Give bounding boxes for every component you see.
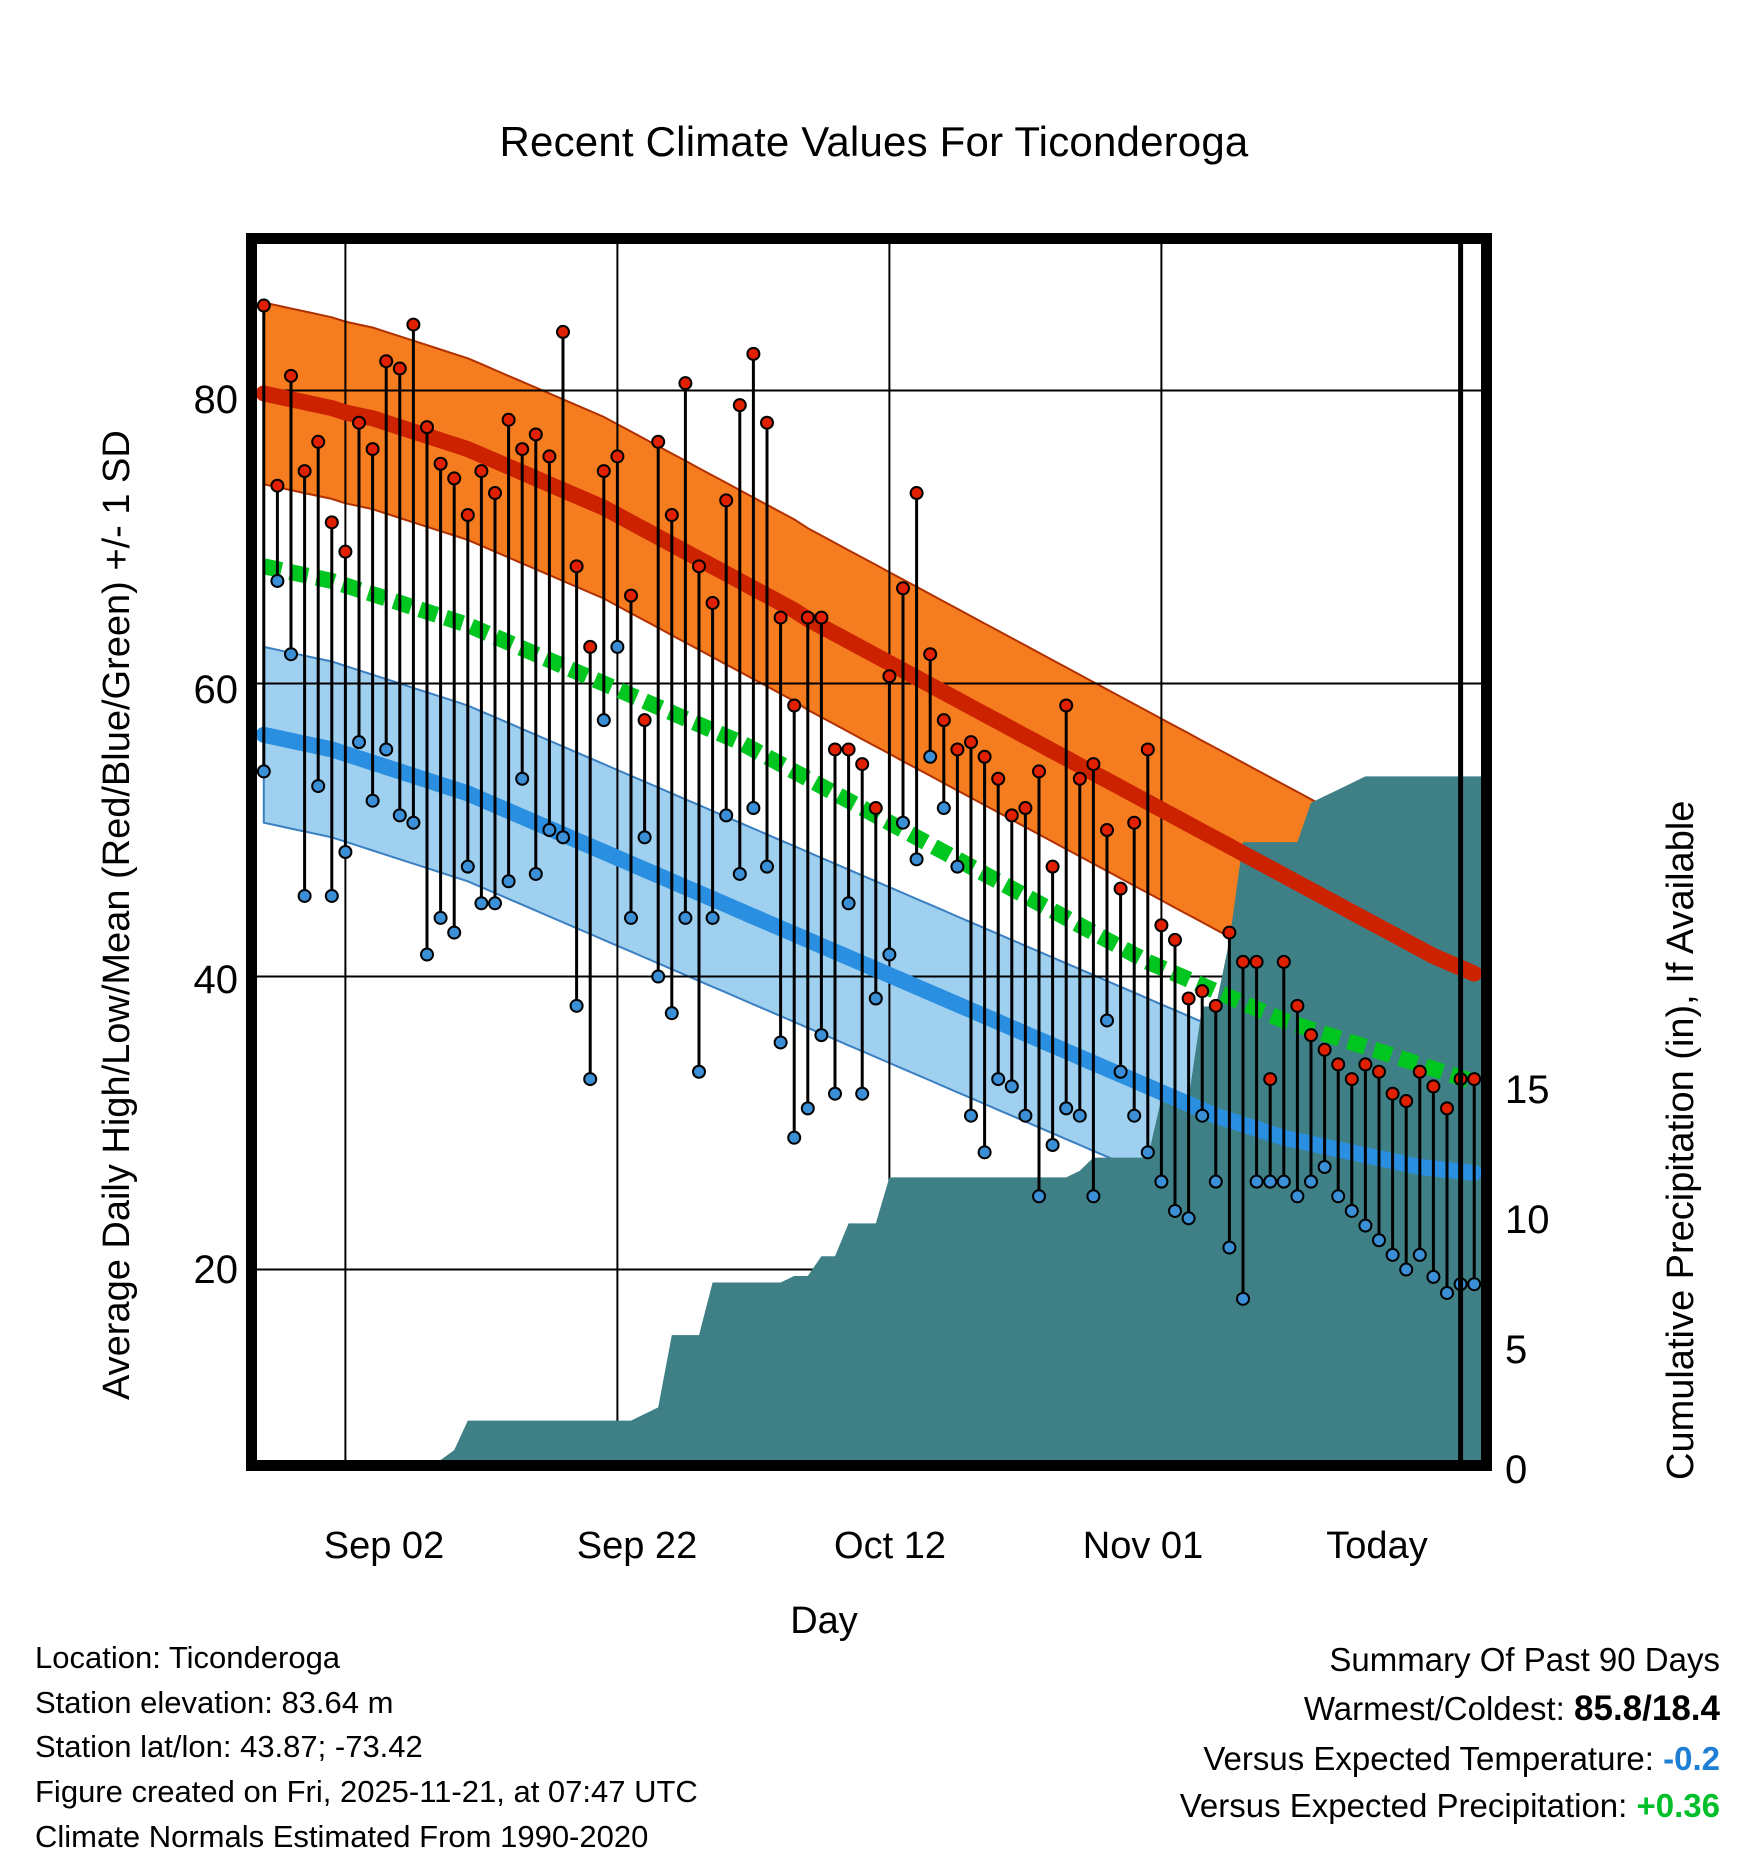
y-tick-left-40: 40 [118, 958, 238, 1003]
x-tick-nov-01: Nov 01 [1013, 1525, 1273, 1568]
footer-left [35, 1636, 698, 1859]
y-tick-left-60: 60 [118, 668, 238, 713]
y-tick-right-0: 0 [1505, 1448, 1625, 1493]
page-title: Recent Climate Values For Ticonderoga [0, 118, 1748, 166]
summary-warmest-value: 85.8/18.4 [1574, 1689, 1720, 1728]
y-tick-right-10: 10 [1505, 1198, 1625, 1243]
summary-temp-label: Versus Expected Temperature: [1203, 1740, 1654, 1777]
y-axis-label-right: Cumulative Precipitation (in), If Available [1660, 801, 1703, 1480]
x-tick-sep-22: Sep 22 [507, 1525, 767, 1568]
y-tick-right-5: 5 [1505, 1328, 1625, 1373]
climate-plot [246, 233, 1492, 1471]
summary-warmest-row [1180, 1684, 1720, 1735]
y-tick-left-20: 20 [118, 1248, 238, 1293]
chart-svg [257, 244, 1481, 1460]
x-tick-today: Today [1247, 1525, 1507, 1568]
plot-inner [257, 244, 1481, 1460]
x-tick-sep-02: Sep 02 [254, 1525, 514, 1568]
summary-precip-label: Versus Expected Precipitation: [1180, 1787, 1628, 1824]
summary-precip-value: +0.36 [1637, 1787, 1721, 1824]
summary-warmest-label: Warmest/Coldest: [1304, 1690, 1565, 1727]
footer-normals: Climate Normals Estimated From 1990-2020 [35, 1815, 698, 1859]
x-axis-label-text: Day [790, 1600, 858, 1642]
summary-temp-value: -0.2 [1663, 1740, 1720, 1777]
footer-elevation: Station elevation: 83.64 m [35, 1681, 698, 1726]
x-tick-oct-12: Oct 12 [760, 1525, 1020, 1568]
footer-created: Figure created on Fri, 2025-11-21, at 07:47 UTC [35, 1770, 698, 1815]
footer-location: Location: Ticonderoga [35, 1636, 698, 1681]
y-tick-left-80: 80 [118, 378, 238, 423]
summary-precip-row [1180, 1782, 1720, 1830]
y-axis-label-left: Average Daily High/Low/Mean (Red/Blue/Green) +/- 1 SD [96, 430, 139, 1400]
footer-latlon: Station lat/lon: 43.87; -73.42 [35, 1725, 698, 1770]
summary-heading: Summary Of Past 90 Days [1180, 1636, 1720, 1684]
summary-panel [1180, 1636, 1720, 1830]
y-tick-right-15: 15 [1505, 1068, 1625, 1113]
summary-temp-row [1180, 1735, 1720, 1783]
